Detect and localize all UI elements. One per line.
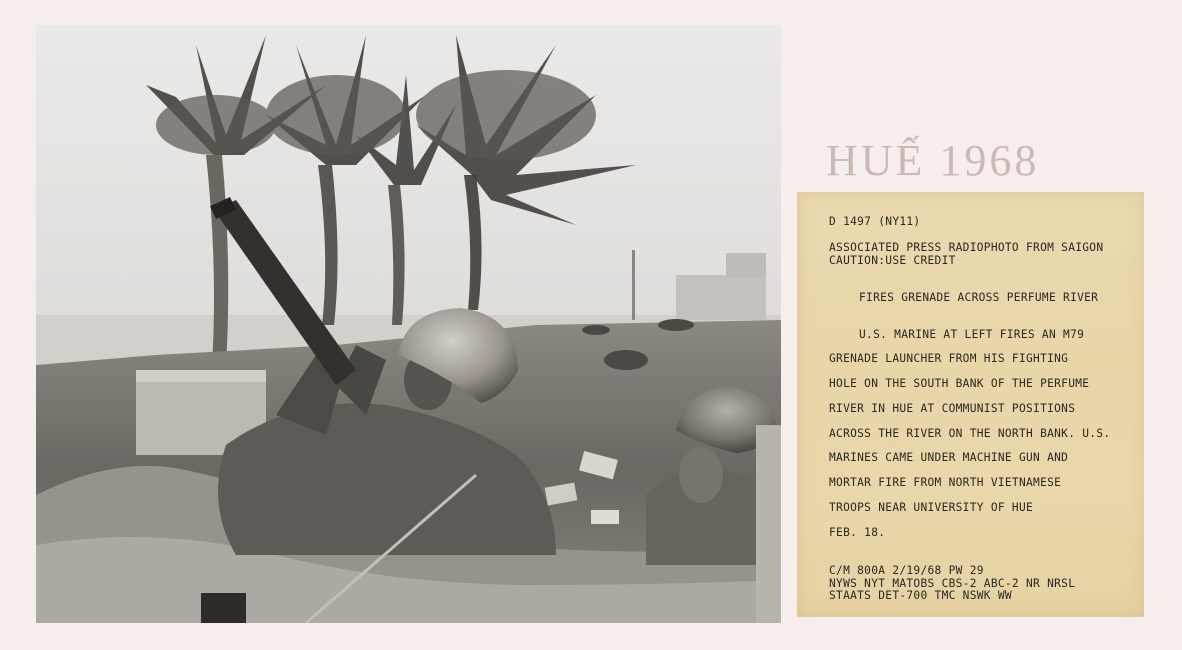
caption-source: ASSOCIATED PRESS RADIOPHOTO FROM SAIGON [829, 241, 1104, 254]
caption-body-line: MARINES CAME UNDER MACHINE GUN AND [829, 451, 1069, 464]
caption-footer: STAATS DET-700 TMC NSWK WW [829, 589, 1012, 602]
caption-credit: CAUTION:USE CREDIT [829, 254, 956, 267]
page-title: HUẾ 1968 [826, 136, 1040, 185]
caption-date: FEB. 18. [829, 526, 886, 539]
caption-body-line: U.S. MARINE AT LEFT FIRES AN M79 [859, 328, 1085, 341]
caption-footer: NYWS NYT MATOBS CBS-2 ABC-2 NR NRSL [829, 577, 1076, 590]
war-photograph [36, 25, 781, 623]
caption-body-line: GRENADE LAUNCHER FROM HIS FIGHTING [829, 352, 1069, 365]
caption-header: D 1497 (NY11) [829, 215, 921, 228]
caption-body-line: ACROSS THE RIVER ON THE NORTH BANK. U.S. [829, 427, 1111, 440]
caption-footer: C/M 800A 2/19/68 PW 29 [829, 564, 984, 577]
caption-body-line: MORTAR FIRE FROM NORTH VIETNAMESE [829, 476, 1062, 489]
press-caption-card [797, 192, 1144, 617]
war-photo-marines-fighting-hole [36, 25, 781, 623]
caption-body-line: HOLE ON THE SOUTH BANK OF THE PERFUME [829, 377, 1090, 390]
caption-body-line: TROOPS NEAR UNIVERSITY OF HUE [829, 501, 1034, 514]
caption-body-line: RIVER IN HUE AT COMMUNIST POSITIONS [829, 402, 1076, 415]
caption-headline: FIRES GRENADE ACROSS PERFUME RIVER [859, 291, 1099, 304]
